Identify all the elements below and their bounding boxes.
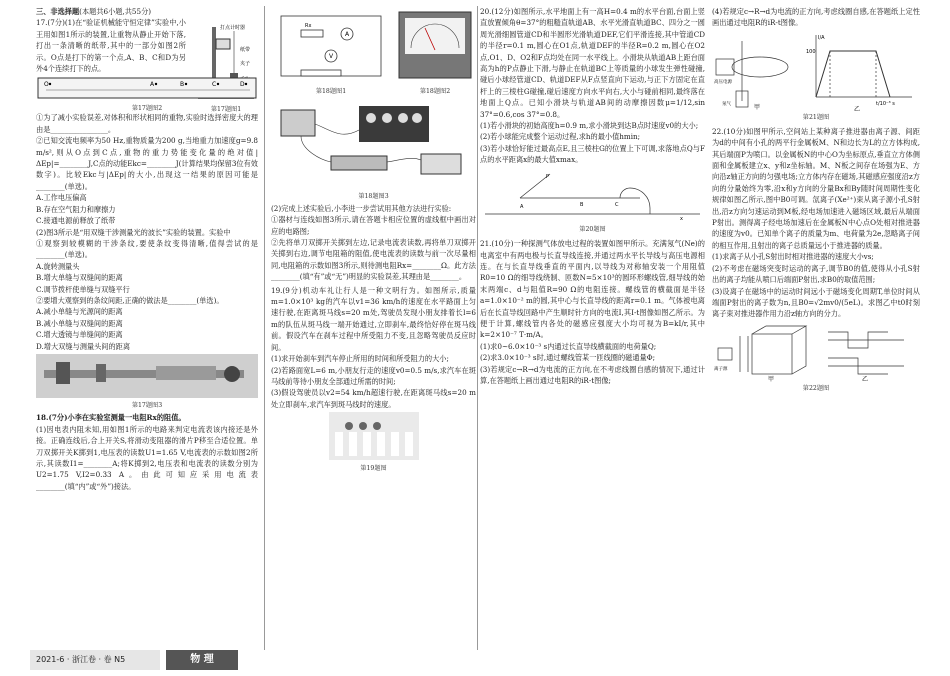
q21-part1: (1)求0~6.0×10⁻³ s内通过长直导线横截面的电荷量Q; [480, 341, 657, 351]
q18-part2: (2)完成上述实验后,小李进一步尝试用其他方法进行实验: [271, 203, 452, 213]
svg-text:高压电源: 高压电源 [714, 79, 732, 85]
svg-text:乙: 乙 [862, 375, 869, 382]
q19-part3: (3)假设驾驶员以v2=54 km/h超速行驶,在距离斑马线s=20 m处立即刹车,求汽车到斑马线时的速度。 [271, 388, 476, 409]
q21-stem: 21.(10分)一种探测气体放电过程的装置如图甲所示。充满氖气(Ne)的电离室中有两电极与长直导线连接,并通过两水平长导线与高压电源相连。在与长直导线垂直的平面内,以导线为对称轴安装一个用阻值R0=10 Ω的细导线绕制、匝数N=5×10³的圆环形螺线管,细导线的始末两端c、d与阻值R=90 Ω的电阻连接。螺线管的横截面是半径a=1.0×10⁻² m的圆,其中心与长直导线的距离r=0.1 m。气体被电离后在长直导线回路中产生顺时针方向的电流I,其I-t图像如图乙所示。为便于计算,螺线管内各处的磁感应强度大小均可视为B=kI/r,其中k=2×10⁻⁷ T·m/A。 [480, 239, 705, 340]
q17-opt2-b: B.增大单缝与双缝间的距离 [36, 273, 123, 283]
svg-text:I/A: I/A [818, 34, 825, 41]
svg-text:C: C [615, 201, 619, 208]
svg-text:x: x [680, 215, 683, 222]
q19-fig: 第19题图 [329, 412, 419, 472]
q21-fig [712, 31, 920, 111]
q17-opt-b: B.存在空气阻力和摩擦力 [36, 204, 116, 214]
svg-text:t/10⁻³ s: t/10⁻³ s [876, 100, 895, 107]
q19-part2: (2)若路面宽L=6 m,小朋友行走的速度v0=0.5 m/s,求汽车在斑马线前等待小朋友全部通过所需的时间; [271, 365, 476, 386]
q18-stem: 18.(7分)小李在实验室测量一电阻Rx的阻值。 [36, 413, 186, 423]
q22-part2: (2)不考虑在磁场突变时运动的离子,调节B0的值,使得从小孔S射出的离子均能从喷口后端面P射出,求B0的取值范围; [712, 263, 920, 285]
q17-opt-a: A.工作电压偏高 [36, 193, 87, 203]
q18-part2-1: ①器材与连线如图3所示,请在答题卡相应位置的虚线框中画出对应的电路图; [271, 215, 476, 236]
svg-text:A: A [345, 31, 350, 38]
svg-text:打点计时器: 打点计时器 [220, 25, 246, 32]
column-1 [36, 6, 258, 492]
q22-stem: 22.(10分)如图甲所示,空间站上某种离子推进器由离子源、间距为d的中间有小孔的两平行金属板M、N和边长为L的立方体构成,其后端面P为喷口。以金属板N的中心O为坐标原点,垂直立方体侧面和金属板建立x、y和z坐标轴。M、N板之间存在场强为E、方向沿z轴正方向的匀强电场;立方体内存在磁场,其磁感应强度沿z方向的分量始终为零,沿x和y方向的分量Bx和By随时间周期性变化规律如图乙所示,图中B0可调。氙离子(Xe²⁺)束从离子源小孔S射出,沿z方向匀速运动到M板,经电场加速进入磁场区域,最后从端面P射出。测得离子经电场加速后在金属板N中心点O处相对推进器的速度为v0。已知单个离子的质量为m、电荷量为2e,忽略离子间的相互作用,且射出的离子总质量远小于推进器的质量。 [712, 126, 920, 250]
footer [30, 650, 930, 670]
q17-opt3-c: C.增大透镜与单缝间的距离 [36, 330, 123, 340]
q21-part2: (2)求3.0×10⁻³ s时,通过螺线管某一匝线圈的磁通量Φ; [480, 353, 656, 363]
q19-part1: (1)求开始刹车到汽车停止所用的时间和所受阻力的大小; [271, 354, 449, 364]
svg-text:A: A [520, 203, 524, 210]
column-3 [480, 6, 705, 386]
column-divider [264, 6, 265, 650]
svg-text:夹子: 夹子 [240, 61, 251, 68]
q22-part3: (3)设离子在磁场中的运动时间远小于磁场变化周期T,单位时间从端面P射出的离子数为n,且B0=√2mv0/(5eL)。求图乙中t0时刻离子束对推进器作用力沿z轴方向的分力。 [712, 286, 920, 319]
svg-text:O: O [44, 81, 49, 89]
svg-text:100: 100 [806, 48, 816, 55]
q17-stem: 17.(7分)(1)在“验证机械能守恒定律”实验中,小王用如图1所示的装置,让重物从静止开始下落,打出一条清晰的纸带,其中的一部分如图2所示。O点是打下的第一个点,A、B、C和D为另外4个连续打下的点。 [36, 18, 186, 74]
q17-part2-2: ②要增大观察到的条纹间距,正确的做法是________(单选)。 [36, 295, 224, 305]
svg-text:A: A [150, 81, 155, 89]
q17-part2-1: ①观察到较模糊的干涉条纹,要使条纹变得清晰,值得尝试的是________(单选)。 [36, 238, 258, 260]
svg-text:B: B [180, 81, 185, 89]
q17-fig3: 第17题图3 [36, 354, 258, 410]
q17-fig1: 打点计时器 纸带 夹子 第17题图1 [194, 21, 258, 109]
column-divider-2 [477, 6, 478, 650]
svg-text:乙: 乙 [854, 105, 861, 111]
q17-fig2: O A B C D 第17题图2 [36, 76, 258, 110]
q17-part2: (2)图3所示是“用双缝干涉测量光的波长”实验的装置。实验中 [36, 227, 231, 237]
q17-part1-2: ②已知交流电频率为50 Hz,重物质量为200 g,当地重力加速度g=9.8 m/s²,则从O点到C点,重物的重力势能变化量的绝对值|ΔEp|=________J,C点的动能Ekc=________J(计算结果均保留3位有效数字)。比较Ekc与|ΔEp|的大小,出现这一结果的原因可能是________(单选)。 [36, 136, 258, 191]
q17-part1-1: ①为了减小实验误差,对体积和形状相同的重物,实验时选择密度大的理由是________________。 [36, 113, 258, 134]
section-title: 三、非选择题(本题共6小题,共55分) [36, 7, 152, 16]
svg-text:B: B [580, 201, 584, 208]
footer-tag: 2021-6 · 浙江卷 · 卷 N5 [30, 650, 160, 670]
svg-text:C: C [212, 81, 217, 89]
q22-part1: (1)求离子从小孔S射出时相对推进器的速度大小vs; [712, 252, 874, 262]
svg-text:氖气: 氖气 [722, 101, 731, 107]
q17-opt2-c: C.调节拨杆使单缝与双缝平行 [36, 284, 130, 294]
svg-text:离子源: 离子源 [714, 366, 728, 372]
svg-text:甲: 甲 [768, 375, 775, 382]
q17-opt3-b: B.减小单缝与双缝间的距离 [36, 318, 123, 328]
footer-subject: 物 理 [166, 650, 238, 670]
svg-text:甲: 甲 [754, 103, 761, 111]
svg-text:D: D [240, 81, 245, 89]
q18-fig3: 第18题图3 [271, 100, 476, 200]
q22-fig [712, 322, 920, 382]
svg-text:Rx: Rx [305, 23, 312, 29]
svg-text:P: P [546, 173, 550, 180]
q20-fig: P A B C x 第20题图 [520, 173, 683, 234]
q20-part2: (2)若小球能完成整个运动过程,求h的最小值hmin; [480, 132, 641, 142]
q21-part4: (4)若规定c→R→d为电流的正方向,考虑线圈自感,在答题纸上定性画出通过电阻R的iR-t图像。 [712, 7, 920, 28]
svg-text:纸带: 纸带 [240, 47, 251, 54]
q17-opt2-a: A.旋转测量头 [36, 261, 80, 271]
q18-part2-2: ②先将单刀双掷开关掷到左边,记录电流表读数,再将单刀双掷开关掷到右边,调节电阻箱的阻值,使电流表的读数与前一次尽量相同,电阻箱的示数如图3所示,则待测电阻Rx=________Ω。此方法________(填“有”或“无”)明显的实验误差,其理由是________。 [271, 238, 476, 282]
q22-fig-caption: 第22题图 [802, 384, 830, 392]
q17-opt3-a: A.减小单缝与光源间的距离 [36, 307, 123, 317]
q20-stem: 20.(12分)如图所示,水平地面上有一高H=0.4 m的水平台面,台面上竖直放置倾角θ=37°的粗糙直轨道AB、水平光滑直轨道BC、四分之一圆周光滑细圆管道CD和半圆形光滑轨道DEF,它们平滑连接,其中管道CD的半径r=0.1 m,圆心在O1点,轨道DEF的半径R=0.2 m,圆心在O2点,O1、D、O2和F点均处在同一水平线上。小滑块从轨道AB上距台面高为h的P点静止下滑,与静止在轨道BC上等质量的小球发生弹性碰撞,碰后小球经管道CD、轨道DEF从F点竖直向下运动,与正下方固定在直杆上的三棱柱G碰撞,碰后速度方向水平向右,大小与碰前相同,最终落在地面上Q点。已知小滑块与轨道AB间的动摩擦因数μ=1/12,sin 37°=0.6,cos 37°=0.8。 [480, 7, 705, 119]
q17-opt3-d: D.增大双缝与测量头间的距离 [36, 341, 131, 351]
q19-stem: 19.(9分)机动车礼让行人是一种文明行为。如图所示,质量m=1.0×10³ kg的汽车以v1=36 km/h的速度在水平路面上匀速行驶,在距离斑马线s=20 m处,驾驶员发现小朋友排着长l=6 m的队伍从斑马线一端开始通过,立即刹车,最终恰好停在斑马线前。假设汽车在刹车过程中所受阻力不变,且忽略驾驶员反应时间。 [271, 285, 476, 352]
q18-fig2: 第18题图2 [395, 8, 475, 96]
q20-part1: (1)若小滑块的初始高度h=0.9 m,求小滑块到达B点时速度v0的大小; [480, 121, 699, 131]
q21-part3: (3)若规定c→R→d为电流的正方向,在不考虑线圈自感的情况下,通过计算,在答题纸上画出通过电阻R的iR-t图像; [480, 364, 705, 385]
q21-fig-caption: 第21题图 [802, 113, 830, 121]
q20-part3: (3)若小球恰好能过最高点E,且三棱柱G的位置上下可调,求落地点Q与F点的水平距离x的最大值xmax。 [480, 143, 705, 165]
svg-text:V: V [329, 53, 334, 60]
q18-fig1: A V Rx 第18题图1 [271, 8, 391, 96]
column-2 [271, 0, 476, 475]
q17-opt-c: C.接通电源前释放了纸带 [36, 216, 116, 226]
column-4 [712, 6, 920, 393]
q18-part1: (1)因电表内阻未知,用如图1所示的电路来判定电流表该内接还是外接。正确连线后,合上开关S,将滑动变阻器的滑片P移至合适位置。单刀双掷开关K掷到1,电压表的读数U1=1.65 V,电流表的示数如图2所示,其读数I1=________A;将K掷到2,电压表和电流表的读数分别为U2=1.75 V,I2=0.33 A。由此可知应采用电流表________(填“内”或“外”)接法。 [36, 424, 258, 491]
